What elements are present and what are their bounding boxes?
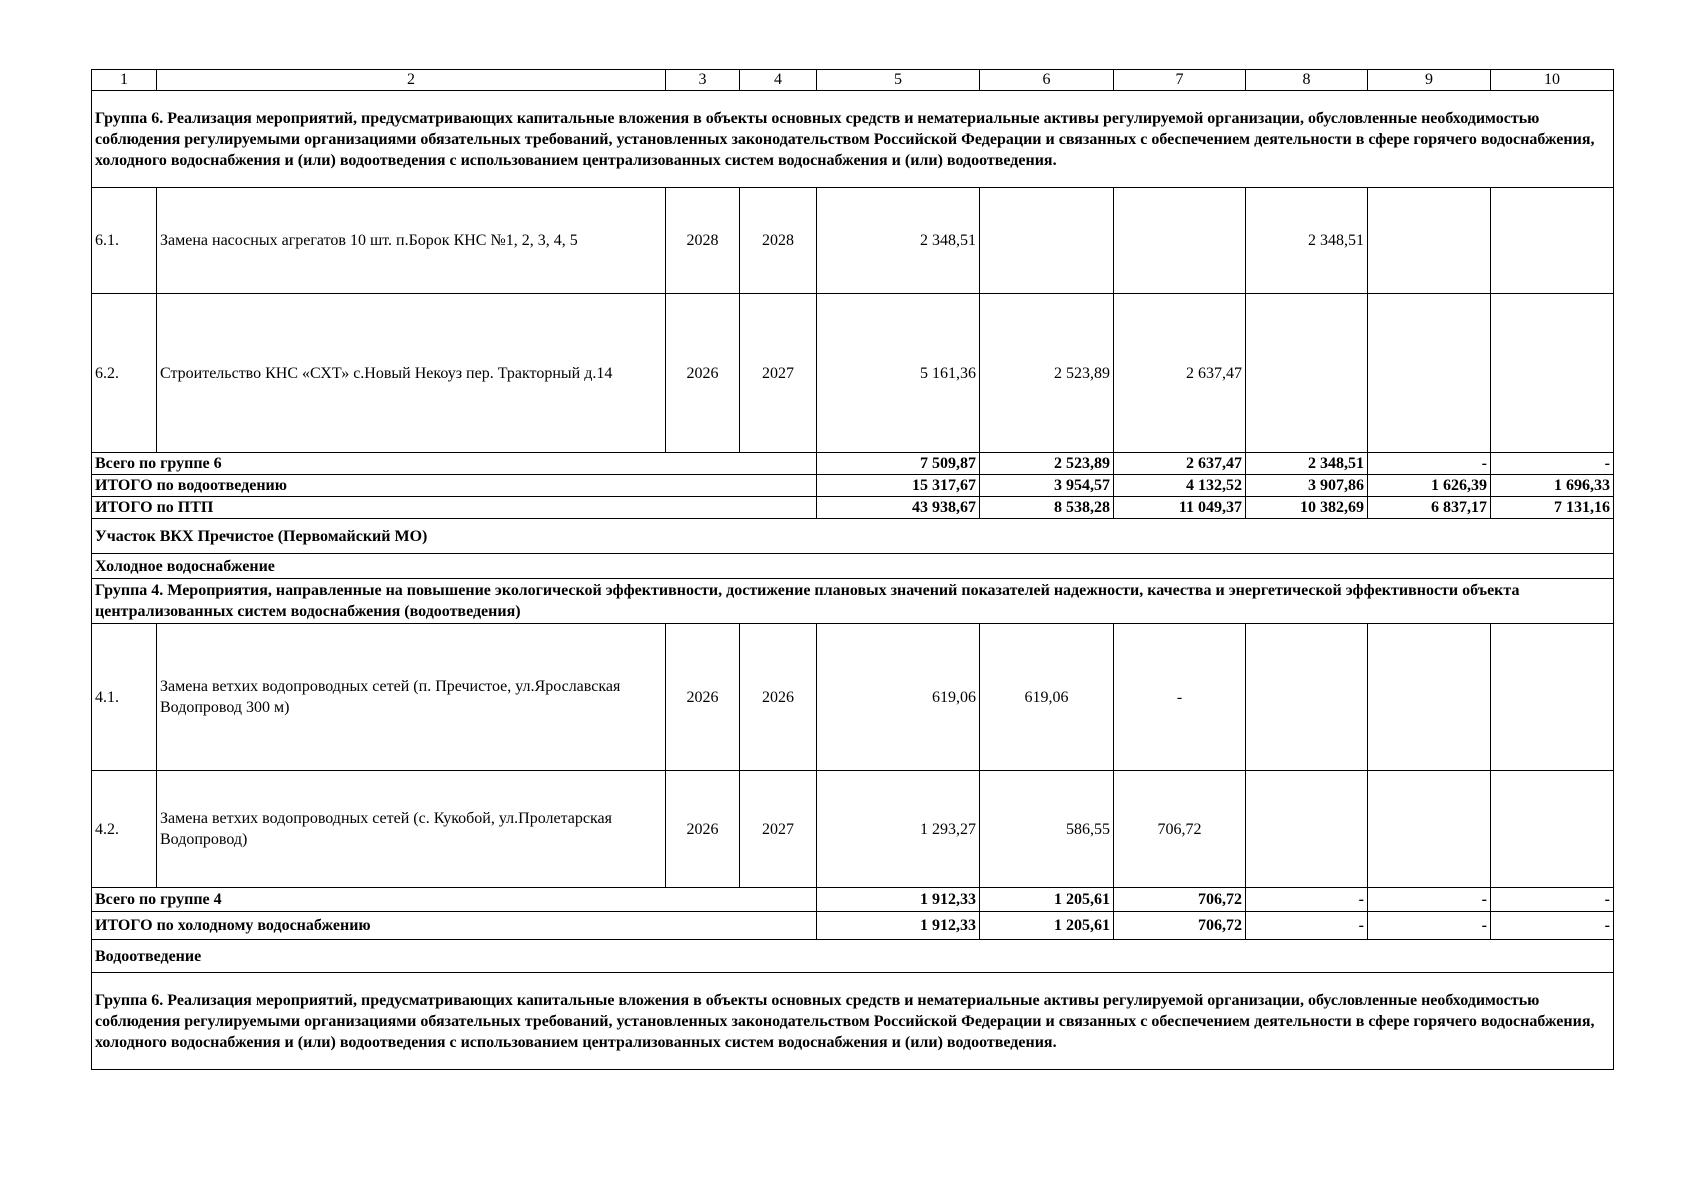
col-header: 5 (817, 70, 980, 91)
group4-title: Группа 4. Мероприятия, направленные на повышение экологической эффективности, достижение плановых значений показателей надежности, качества и энергетической эффективности объекта централизованных систем водоснабжения (водоотведения) (92, 579, 1614, 624)
column-number-row (92, 70, 1614, 91)
table-row (92, 294, 1614, 453)
total-2026: 1 205,61 (980, 888, 1114, 912)
col-header: 6 (980, 70, 1114, 91)
investment-program-table (91, 69, 1614, 1070)
row-2030 (1491, 624, 1614, 771)
row-number: 6.2. (92, 294, 157, 453)
row-2030 (1491, 294, 1614, 453)
row-total: 5 161,36 (817, 294, 980, 453)
row-2029 (1368, 771, 1491, 888)
row-2027 (1114, 188, 1246, 294)
row-2029 (1368, 624, 1491, 771)
row-end-year: 2027 (740, 771, 817, 888)
row-end-year: 2026 (740, 624, 817, 771)
row-start-year: 2026 (666, 294, 740, 453)
total-sum: 1 912,33 (817, 912, 980, 940)
table-row (92, 771, 1614, 888)
group-title-row (92, 579, 1614, 624)
table-row (92, 188, 1614, 294)
col-header: 7 (1114, 70, 1246, 91)
total-sum: 15 317,67 (817, 475, 980, 497)
sewer-group6-title: Группа 6. Реализация мероприятий, предусматривающих капитальные вложения в объекты основных средств и нематериальные активы регулируемой организации, обусловленные необходимостью соблюдения регулируемыми организациями обязательных требований, установленных законодательством Российской Федерации и связанных с обеспечением деятельности в сфере горячего водоснабжения, холодного водоснабжения и (или) водоотведения с использованием централизованных систем водоснабжения и (или) водоотведения. (92, 973, 1614, 1070)
total-2030: 1 696,33 (1491, 475, 1614, 497)
row-total: 1 293,27 (817, 771, 980, 888)
total-2026: 1 205,61 (980, 912, 1114, 940)
total-label: ИТОГО по водоотведению (92, 475, 817, 497)
col-header: 10 (1491, 70, 1614, 91)
total-2027: 706,72 (1114, 888, 1246, 912)
col-header: 9 (1368, 70, 1491, 91)
row-2030 (1491, 188, 1614, 294)
row-start-year: 2028 (666, 188, 740, 294)
total-label: ИТОГО по ПТП (92, 497, 817, 519)
total-label: Всего по группе 6 (92, 453, 817, 475)
total-2026: 2 523,89 (980, 453, 1114, 475)
row-2026: 586,55 (980, 771, 1114, 888)
table-row (92, 624, 1614, 771)
total-label: Всего по группе 4 (92, 888, 817, 912)
total-2028: 2 348,51 (1246, 453, 1368, 475)
total-2028: 10 382,69 (1246, 497, 1368, 519)
row-name: Замена ветхих водопроводных сетей (с. Кукобой, ул.Пролетарская Водопровод) (157, 771, 666, 888)
col-header: 1 (92, 70, 157, 91)
row-name: Замена насосных агрегатов 10 шт. п.Борок КНС №1, 2, 3, 4, 5 (157, 188, 666, 294)
col-header: 3 (666, 70, 740, 91)
total-row (92, 888, 1614, 912)
row-end-year: 2027 (740, 294, 817, 453)
row-2026: 619,06 (980, 624, 1114, 771)
total-2027: 4 132,52 (1114, 475, 1246, 497)
total-2026: 8 538,28 (980, 497, 1114, 519)
col-header: 2 (157, 70, 666, 91)
row-number: 4.2. (92, 771, 157, 888)
row-start-year: 2026 (666, 771, 740, 888)
row-2028 (1246, 771, 1368, 888)
row-2027: 706,72 (1114, 771, 1246, 888)
group6-title: Группа 6. Реализация мероприятий, предусматривающих капитальные вложения в объекты основных средств и нематериальные активы регулируемой организации, обусловленные необходимостью соблюдения регулируемыми организациями обязательных требований, установленных законодательством Российской Федерации и связанных с обеспечением деятельности в сфере горячего водоснабжения, холодного водоснабжения и (или) водоотведения с использованием централизованных систем водоснабжения и (или) водоотведения. (92, 91, 1614, 188)
section-title: Участок ВКХ Пречистое (Первомайский МО) (92, 519, 1614, 554)
group-title-row (92, 91, 1614, 188)
total-2030: 7 131,16 (1491, 497, 1614, 519)
sewer-title: Водоотведение (92, 940, 1614, 973)
total-2026: 3 954,57 (980, 475, 1114, 497)
total-2030: - (1491, 912, 1614, 940)
row-2027: 2 637,47 (1114, 294, 1246, 453)
total-2029: - (1368, 912, 1491, 940)
row-2029 (1368, 188, 1491, 294)
group-title-row (92, 973, 1614, 1070)
total-2029: 6 837,17 (1368, 497, 1491, 519)
section-row (92, 554, 1614, 579)
total-2028: - (1246, 888, 1368, 912)
total-2027: 2 637,47 (1114, 453, 1246, 475)
total-row (92, 453, 1614, 475)
total-row (92, 912, 1614, 940)
col-header: 4 (740, 70, 817, 91)
section-row (92, 519, 1614, 554)
total-row (92, 475, 1614, 497)
total-2027: 706,72 (1114, 912, 1246, 940)
total-2029: 1 626,39 (1368, 475, 1491, 497)
total-sum: 43 938,67 (817, 497, 980, 519)
total-2029: - (1368, 888, 1491, 912)
total-label: ИТОГО по холодному водоснабжению (92, 912, 817, 940)
total-2030: - (1491, 888, 1614, 912)
row-2029 (1368, 294, 1491, 453)
row-name: Строительство КНС «СХТ» с.Новый Некоуз пер. Тракторный д.14 (157, 294, 666, 453)
row-start-year: 2026 (666, 624, 740, 771)
row-end-year: 2028 (740, 188, 817, 294)
row-total: 619,06 (817, 624, 980, 771)
section-row (92, 940, 1614, 973)
row-name: Замена ветхих водопроводных сетей (п. Пречистое, ул.Ярославская Водопровод 300 м) (157, 624, 666, 771)
col-header: 8 (1246, 70, 1368, 91)
total-2029: - (1368, 453, 1491, 475)
total-sum: 7 509,87 (817, 453, 980, 475)
row-number: 6.1. (92, 188, 157, 294)
total-2030: - (1491, 453, 1614, 475)
row-2028 (1246, 624, 1368, 771)
total-2027: 11 049,37 (1114, 497, 1246, 519)
row-2026: 2 523,89 (980, 294, 1114, 453)
row-2028: 2 348,51 (1246, 188, 1368, 294)
total-row (92, 497, 1614, 519)
row-total: 2 348,51 (817, 188, 980, 294)
total-sum: 1 912,33 (817, 888, 980, 912)
cold-water-title: Холодное водоснабжение (92, 554, 1614, 579)
total-2028: - (1246, 912, 1368, 940)
total-2028: 3 907,86 (1246, 475, 1368, 497)
row-2027: - (1114, 624, 1246, 771)
row-2028 (1246, 294, 1368, 453)
row-2026 (980, 188, 1114, 294)
row-number: 4.1. (92, 624, 157, 771)
row-2030 (1491, 771, 1614, 888)
